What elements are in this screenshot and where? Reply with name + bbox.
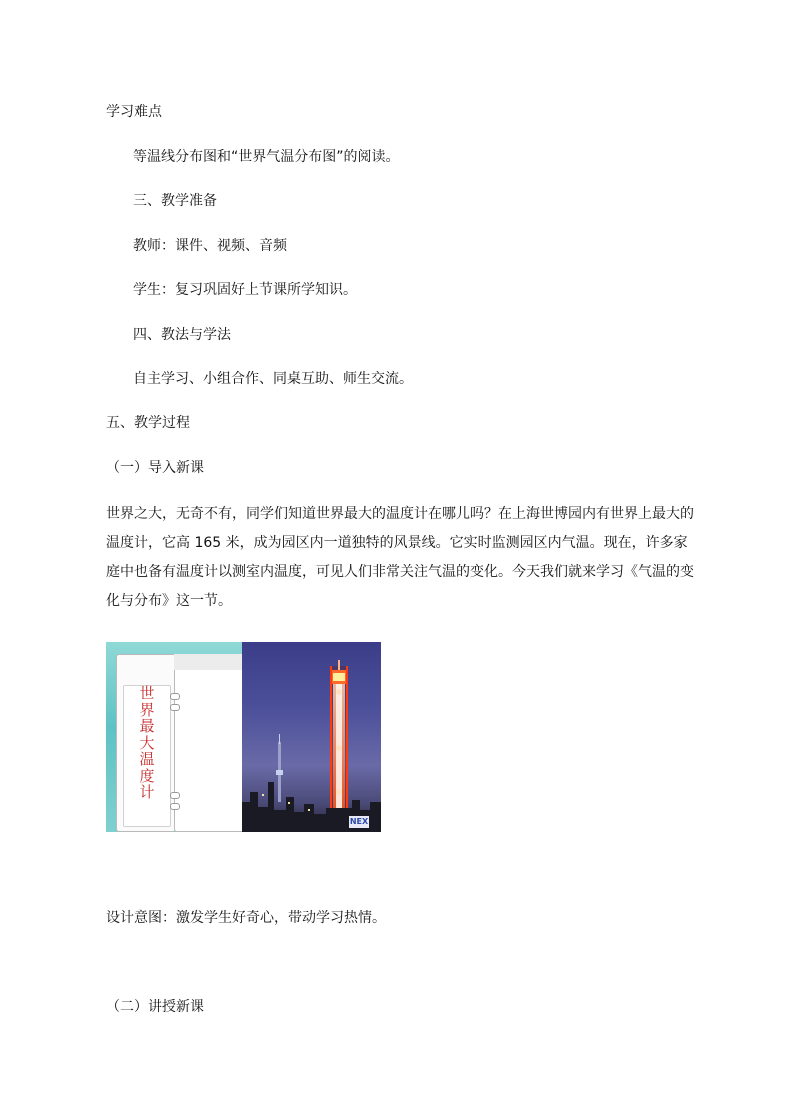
heading-teaching-methods: 四、教法与学法 <box>133 327 231 343</box>
text-student-preparation: 学生：复习巩固好上节课所学知识。 <box>133 282 357 298</box>
binder-ring-icon <box>170 693 180 700</box>
heading-new-lesson: （二）讲授新课 <box>106 999 204 1015</box>
figure-title: 世界最大温度计 <box>139 684 155 801</box>
heading-learning-difficulty: 学习难点 <box>106 104 162 120</box>
thermometer-photo <box>242 642 381 832</box>
thermometer-figure <box>106 642 381 832</box>
figure-page-tab <box>174 654 244 670</box>
thermometer-tower-image <box>242 642 381 832</box>
binder-ring-icon <box>170 704 180 711</box>
heading-teaching-preparation: 三、教学准备 <box>133 193 217 209</box>
intro-paragraph: 世界之大，无奇不有，同学们知道世界最大的温度计在哪儿吗？在上海世博园内有世界上最大的温度计，它高 165 米，成为园区内一道独特的风景线。它实时监测园区内气温。现在，许多家庭中也备有温度计以测室内温度，可见人们非常关注气温的变化。今天我们就来学习《气温的变化与分布》这一节。 <box>106 506 694 609</box>
text-difficulty-content: 等温线分布图和“世界气温分布图”的阅读。 <box>133 149 400 165</box>
binder-ring-icon <box>170 803 180 810</box>
text-methods-content: 自主学习、小组合作、同桌互助、师生交流。 <box>133 371 413 387</box>
figure-notebook-page-right <box>174 654 246 832</box>
photo-watermark-logo: NEX <box>349 817 369 826</box>
text-teacher-materials: 教师：课件、视频、音频 <box>133 238 287 254</box>
heading-teaching-process: 五、教学过程 <box>106 415 190 431</box>
text-design-intent: 设计意图：激发学生好奇心，带动学习热情。 <box>106 910 386 926</box>
heading-intro-new-lesson: （一）导入新课 <box>106 460 204 476</box>
binder-ring-icon <box>170 792 180 799</box>
